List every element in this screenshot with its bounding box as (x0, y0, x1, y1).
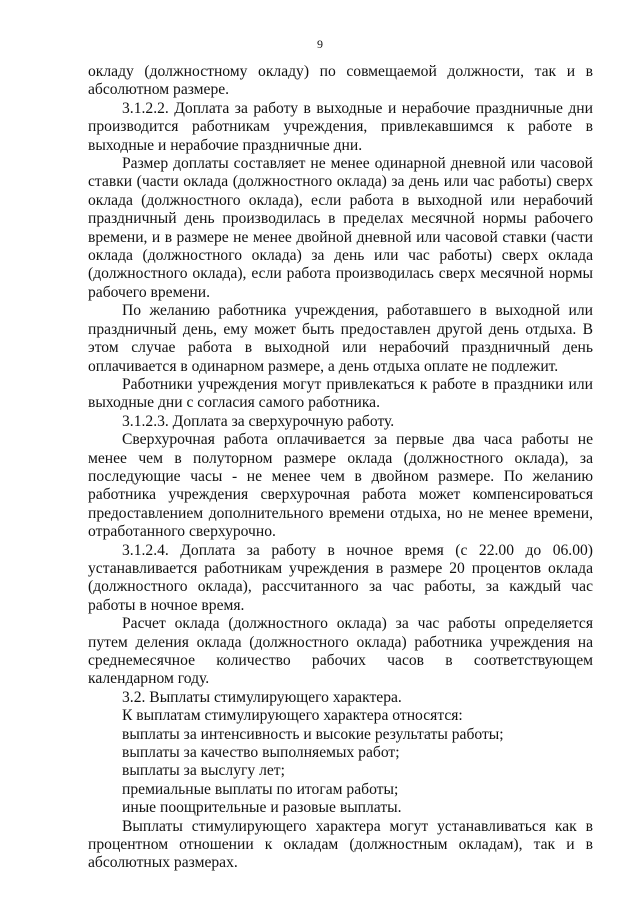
paragraph-3-1-2-2: 3.1.2.2. Доплата за работу в выходные и нерабочие праздничные дни производится работникам учреждения, привлекавшимся к работе в выходные и нерабочие праздничные дни. (88, 99, 593, 154)
paragraph-incentive-intro: К выплатам стимулирующего характера относятся: (122, 707, 463, 725)
paragraph-consent: Работники учреждения могут привлекаться к работе в праздники или выходные дни с согласия самого работника. (88, 375, 593, 412)
list-item-other: иные поощрительные и разовые выплаты. (122, 799, 402, 817)
paragraph-incentive-forms: Выплаты стимулирующего характера могут устанавливаться как в процентном отношении к окладам (должностным окладам), так и в абсолютных размерах. (88, 817, 593, 872)
list-item-seniority: выплаты за выслугу лет; (122, 762, 285, 780)
list-item-bonus: премиальные выплаты по итогам работы; (122, 780, 399, 798)
paragraph-3-1-2-4: 3.1.2.4. Доплата за работу в ночное время (с 22.00 до 06.00) устанавливается работникам учреждения в размере 20 процентов оклада (должностного оклада), рассчитанного за час работы, за каждый час работы в ночное время. (88, 541, 593, 614)
paragraph-3-2: 3.2. Выплаты стимулирующего характера. (122, 688, 402, 706)
paragraph-overtime: Сверхурочная работа оплачивается за первые два часа работы не менее чем в полуторном размере оклада (должностного оклада), за последующие часы - не менее чем в двойном размере. По желанию работника учреждения сверхурочная работа может компенсироваться предоставлением дополнительного времени отдыха, но не менее времени, отработанного сверхурочно. (88, 431, 593, 541)
paragraph-hourly-calculation: Расчет оклада (должностного оклада) за час работы определяется путем деления оклада (должностного оклада) работника учреждения на среднемесячное количество рабочих часов в соответствующем календарном году. (88, 615, 593, 688)
list-item-intensity: выплаты за интенсивность и высокие результаты работы; (122, 725, 504, 743)
paragraph-continuation: окладу (должностному окладу) по совмещаемой должности, так и в абсолютном размере. (88, 63, 593, 99)
paragraph-size-of-surcharge: Размер доплаты составляет не менее одинарной дневной или часовой ставки (части оклада (должностного оклада) за день или час работы) сверх оклада (должностного оклада), если работа в выходной или нерабочий праздничный день производилась в пределах месячной нормы рабочего времени, и в размере не менее двойной дневной или часовой ставки (части оклада (должностного оклада) за день или час работы) сверх оклада (должностного оклада), если работа производилась сверх месячной нормы рабочего времени. (88, 155, 593, 301)
list-item-quality: выплаты за качество выполняемых работ; (122, 744, 400, 762)
document-body (88, 63, 593, 873)
paragraph-3-1-2-3: 3.1.2.3. Доплата за сверхурочную работу. (122, 412, 395, 430)
paragraph-day-off: По желанию работника учреждения, работавшего в выходной или праздничный день, ему может быть предоставлен другой день отдыха. В этом случае работа в выходной или нерабочий праздничный день оплачивается в одинарном размере, а день отдыха оплате не подлежит. (88, 302, 593, 375)
page-number: 9 (317, 37, 323, 51)
